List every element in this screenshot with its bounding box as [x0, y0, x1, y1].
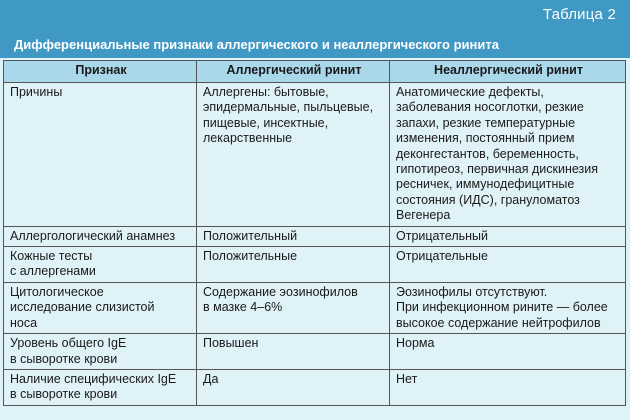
table-row [4, 226, 626, 246]
table-row [4, 83, 626, 227]
table-header-row [4, 61, 626, 83]
cell-feature: Наличие специфических IgE в сыворотке крови [4, 369, 197, 405]
cell-allergic: Положительный [197, 226, 390, 246]
column-header-allergic: Аллергический ринит [197, 61, 390, 83]
cell-allergic: Да [197, 369, 390, 405]
comparison-table [3, 60, 626, 406]
cell-nonallergic: Нет [390, 369, 626, 405]
cell-feature: Кожные тесты с аллергенами [4, 247, 197, 283]
column-header-nonallergic: Неаллергический ринит [390, 61, 626, 83]
table-row [4, 334, 626, 370]
cell-nonallergic: Анатомические дефекты, заболевания носоглотки, резкие запахи, резкие температурные изменения, постоянный прием деконгестантов, беременность, гипотиреоз, первичная дискинезия ресничек, иммунодефицитные состояния (ИДС), грануломатоз Вегенера [390, 83, 626, 227]
table-row [4, 369, 626, 405]
table-title: Дифференциальные признаки аллергического и неаллергического ринита [14, 37, 499, 52]
table-number: Таблица 2 [542, 6, 616, 23]
cell-feature: Уровень общего IgE в сыворотке крови [4, 334, 197, 370]
cell-allergic: Повышен [197, 334, 390, 370]
table-row [4, 247, 626, 283]
column-header-feature: Признак [4, 61, 197, 83]
cell-nonallergic: Норма [390, 334, 626, 370]
cell-nonallergic: Эозинофилы отсутствуют. При инфекционном рините — более высокое содержание нейтрофилов [390, 282, 626, 333]
cell-nonallergic: Отрицательный [390, 226, 626, 246]
table-row [4, 282, 626, 333]
cell-nonallergic: Отрицательные [390, 247, 626, 283]
cell-feature: Причины [4, 83, 197, 227]
table-header-band [0, 0, 630, 58]
cell-feature: Цитологическое исследование слизистой носа [4, 282, 197, 333]
cell-allergic: Аллергены: бытовые, эпидермальные, пыльцевые, пищевые, инсектные, лекарственные [197, 83, 390, 227]
cell-feature: Аллергологический анамнез [4, 226, 197, 246]
cell-allergic: Содержание эозинофилов в мазке 4–6% [197, 282, 390, 333]
cell-allergic: Положительные [197, 247, 390, 283]
